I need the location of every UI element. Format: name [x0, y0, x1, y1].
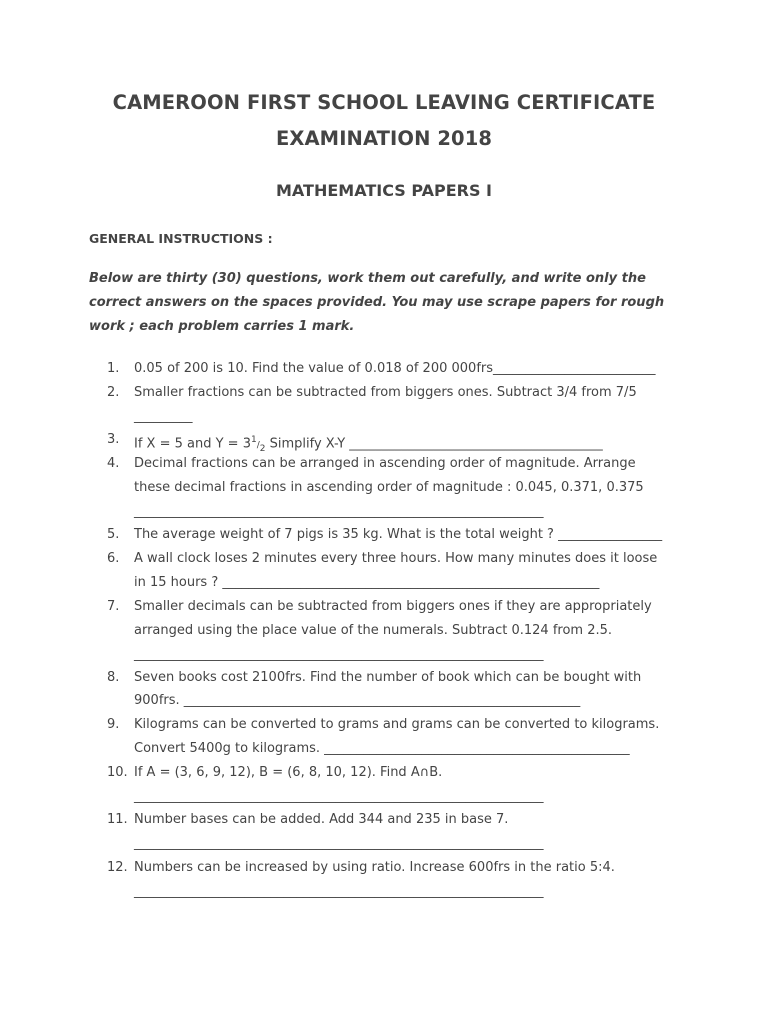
question-text: arranged using the place value of the numerals. Subtract 0.124 from 2.5.	[134, 623, 613, 638]
answer-blank: _______________________________________________________________	[134, 836, 544, 851]
answer-blank: _________	[134, 409, 193, 424]
question-number: 1.	[107, 361, 120, 376]
question-text: 0.05 of 200 is 10. Find the value of 0.018 of 200 000frs_________________________	[134, 361, 656, 376]
question-text: in 15 hours ? __________________________________________________________	[134, 575, 600, 590]
question-number: 7.	[107, 599, 120, 614]
question-text	[134, 431, 603, 458]
instructions-heading: GENERAL INSTRUCTIONS :	[89, 231, 273, 246]
question-number: 12.	[107, 860, 128, 875]
exam-title-line1: CAMEROON FIRST SCHOOL LEAVING CERTIFICATE	[112, 91, 656, 114]
question-number: 11.	[107, 812, 128, 827]
question-text: Convert 5400g to kilograms. _______________________________________________	[134, 741, 630, 756]
question-number: 4.	[107, 456, 120, 471]
question-text: A wall clock loses 2 minutes every three hours. How many minutes does it loose	[134, 551, 658, 566]
question-text: Numbers can be increased by using ratio. Increase 600frs in the ratio 5:4.	[134, 860, 615, 875]
instructions-line-2: correct answers on the spaces provided. You may use scrape papers for rough	[89, 295, 665, 310]
answer-blank: _______________________________________________________________	[134, 789, 544, 804]
question-number: 6.	[107, 551, 120, 566]
question-text-part: Simplify X-Y _______________________________________	[265, 436, 603, 452]
question-text: 900frs. _____________________________________________________________	[134, 693, 581, 708]
fraction-denominator: 2	[259, 443, 266, 454]
instructions-line-1: Below are thirty (30) questions, work them out carefully, and write only the	[89, 271, 646, 286]
question-text: Smaller decimals can be subtracted from biggers ones if they are appropriately	[134, 599, 652, 614]
question-text: Kilograms can be converted to grams and grams can be converted to kilograms.	[134, 717, 660, 732]
answer-blank: _______________________________________________________________	[134, 504, 544, 519]
question-number: 2.	[107, 385, 120, 400]
question-text: If A = (3, 6, 9, 12), B = (6, 8, 10, 12). Find A∩B.	[134, 765, 443, 780]
question-text: The average weight of 7 pigs is 35 kg. What is the total weight ? ________________	[134, 527, 663, 542]
fraction-slash: /	[256, 440, 260, 451]
question-text: Seven books cost 2100frs. Find the number of book which can be bought with	[134, 670, 642, 685]
question-text: Number bases can be added. Add 344 and 235 in base 7.	[134, 812, 509, 827]
question-number: 10.	[107, 765, 128, 780]
answer-blank: _______________________________________________________________	[134, 647, 544, 662]
question-number: 8.	[107, 670, 120, 685]
question-text-part: If X = 5 and Y = 3	[134, 436, 251, 452]
instructions-line-3: work ; each problem carries 1 mark.	[89, 319, 355, 334]
question-number: 3.	[107, 432, 120, 447]
paper-subtitle: MATHEMATICS PAPERS I	[275, 181, 493, 200]
question-number: 5.	[107, 527, 120, 542]
fraction-numerator: 1	[250, 435, 257, 445]
question-text: Smaller fractions can be subtracted from biggers ones. Subtract 3/4 from 7/5	[134, 385, 637, 400]
question-text: these decimal fractions in ascending order of magnitude : 0.045, 0.371, 0.375	[134, 480, 644, 495]
question-number: 9.	[107, 717, 120, 732]
answer-blank: _______________________________________________________________	[134, 884, 544, 899]
question-text: Decimal fractions can be arranged in ascending order of magnitude. Arrange	[134, 456, 636, 471]
exam-title-line2: EXAMINATION 2018	[275, 127, 493, 150]
